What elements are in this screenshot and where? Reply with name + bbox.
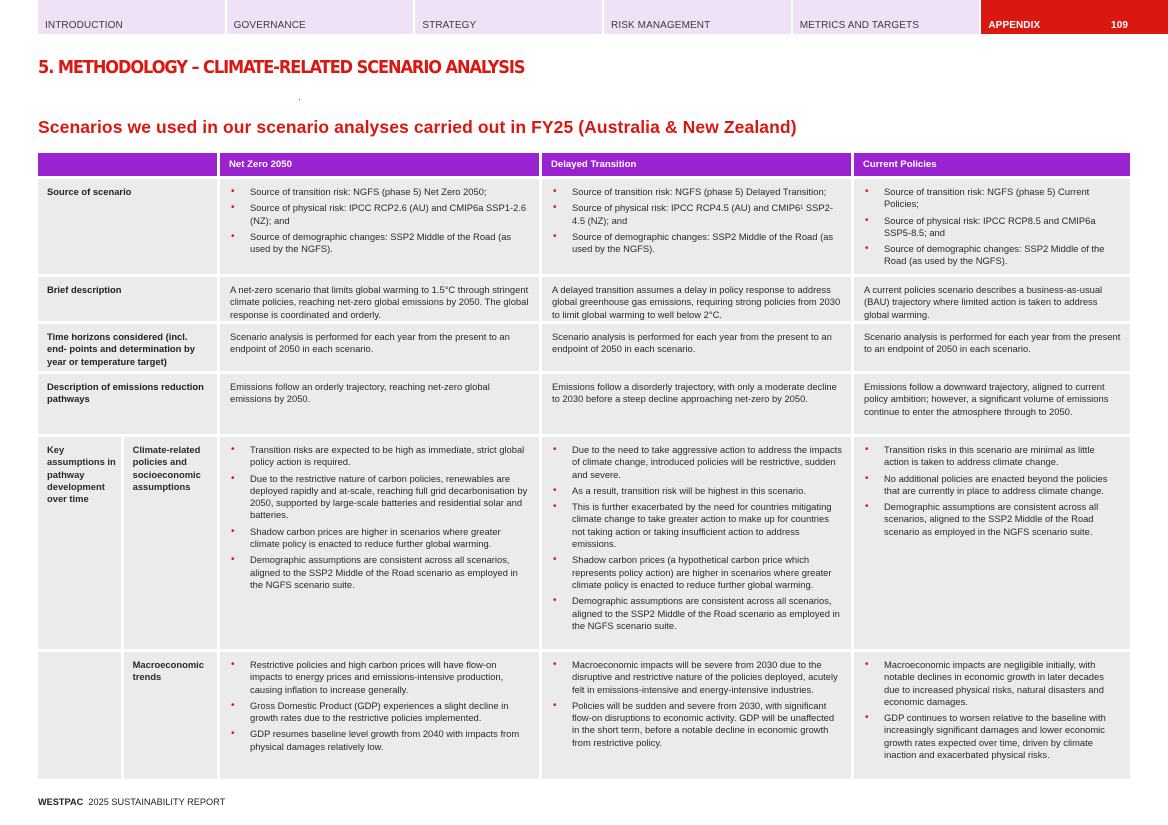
table-row: [38, 437, 1130, 652]
table-cell: [220, 179, 542, 277]
list-item: • Demographic assumptions are consistent across all scenarios, aligned to the SSP2 Middle of the Road scenario as employed in the NGFS scenario suite.: [552, 595, 843, 632]
list-item: • Transition risks in this scenario are minimal as little action is taken to address climate change.: [864, 444, 1122, 469]
tab-introduction[interactable]: [38, 0, 225, 34]
list-item: • Source of transition risk: NGFS (phase 5) Current Policies;: [864, 186, 1122, 211]
list-item: • Source of physical risk: IPCC RCP2.6 (AU) and CMIP6a SSP1-2.6 (NZ); and: [230, 202, 531, 227]
table-cell: [220, 437, 542, 652]
table-row: [38, 652, 1130, 782]
list-item: • As a result, transition risk will be highest in this scenario.: [552, 485, 843, 497]
list-item: • Macroeconomic impacts are negligible initially, with notable declines in economic growth in later decades due to increased physical risks, natural disasters and economic damages.: [864, 659, 1122, 708]
list-item: • Transition risks are expected to be high as immediate, strict global policy action is required.: [230, 444, 531, 469]
page-footer: [38, 797, 225, 807]
table-cell: Emissions follow an orderly trajectory, reaching net-zero global emissions by 2050.: [220, 374, 542, 437]
bullet-list: [230, 444, 531, 591]
bullet-list: [864, 659, 1122, 761]
tab-appendix[interactable]: [981, 0, 1168, 34]
list-item: • Source of demographic changes: SSP2 Middle of the Road (as used by the NGFS).: [864, 243, 1122, 268]
list-item: • Source of demographic changes: SSP2 Middle of the Road (as used by the NGFS).: [230, 231, 531, 256]
list-item: • Source of demographic changes: SSP2 Middle of the Road (as used by the NGFS).: [552, 231, 843, 256]
table-cell: A net-zero scenario that limits global warming to 1.5°C through stringent climate policies, reaching net-zero global emissions by 2050. The global response is coordinated and orderly.: [220, 277, 542, 324]
table-cell: Scenario analysis is performed for each year from the present to an endpoint of 2050 in each scenario.: [542, 324, 854, 374]
table-cell: Scenario analysis is performed for each year from the present to an endpoint of 2050 in each scenario.: [854, 324, 1130, 374]
sub-row-label: Macroeconomic trends: [124, 652, 217, 779]
tab-risk-management[interactable]: [604, 0, 791, 34]
table-cell: [542, 652, 854, 782]
table-header-row: [38, 153, 1130, 179]
section-title: 5. METHODOLOGY – CLIMATE-RELATED SCENARIO ANALYSIS: [38, 57, 525, 78]
list-item: • Shadow carbon prices are higher in scenarios where greater climate policy is enacted to reduce further global warming.: [230, 526, 531, 551]
list-item: • Macroeconomic impacts will be severe from 2030 due to the disruptive and restrictive nature of the policies deployed, acutely felt in emissions-intensive and energy-intensive industries.: [552, 659, 843, 696]
table-cell: Scenario analysis is performed for each year from the present to an endpoint of 2050 in each scenario.: [220, 324, 542, 374]
row-label: Source of scenario: [38, 179, 220, 277]
tab-label: METRICS AND TARGETS: [799, 20, 920, 31]
header-current-policies: Current Policies: [854, 153, 1130, 179]
table-cell: Emissions follow a disorderly trajectory, with only a moderate decline to 2030 before a steep decline approaching net-zero by 2050.: [542, 374, 854, 437]
bullet-list: [552, 444, 843, 632]
bullet-list: [864, 186, 1122, 268]
list-item: • Source of transition risk: NGFS (phase 5) Net Zero 2050;: [230, 186, 531, 198]
tab-label: GOVERNANCE: [233, 20, 306, 31]
table-cell: A delayed transition assumes a delay in policy response to address global greenhouse gas emissions, requiring strong policies from 2030 to limit global warming to well below 2°C.: [542, 277, 854, 324]
row-label: Time horizons considered (incl. end- points and determination by year or temperature target): [38, 324, 220, 374]
row-label-split: [38, 437, 220, 652]
list-item: • GDP resumes baseline level growth from 2040 with impacts from physical damages relatively low.: [230, 728, 531, 753]
list-item: • Demographic assumptions are consistent across all scenarios, aligned to the SSP2 Middle of the Road scenario as employed in the NGFS scenario suite.: [230, 554, 531, 591]
table-cell: [854, 179, 1130, 277]
table-cell: [854, 652, 1130, 782]
list-item: • Gross Domestic Product (GDP) experiences a slight decline in growth rates due to the restrictive policies implemented.: [230, 700, 531, 725]
top-nav: [38, 0, 1168, 34]
table-cell: [542, 179, 854, 277]
tab-label: APPENDIX: [988, 20, 1041, 31]
list-item: • Source of physical risk: IPCC RCP8.5 and CMIP6a SSP5-8.5; and: [864, 215, 1122, 240]
list-item: • Demographic assumptions are consistent across all scenarios, aligned to the SSP2 Middle of the Road scenario as employed in the NGFS scenario suite.: [864, 501, 1122, 538]
tab-label: RISK MANAGEMENT: [611, 20, 711, 31]
table-cell: A current policies scenario describes a business-as-usual (BAU) trajectory where limited action is taken to address global warming.: [854, 277, 1130, 324]
list-item: • Restrictive policies and high carbon prices will have flow-on impacts to energy prices and emissions-intensive production, causing inflation to increase generally.: [230, 659, 531, 696]
row-label-split: [38, 652, 220, 782]
page-number: 109: [1111, 20, 1129, 31]
table-row: [38, 374, 1130, 437]
bullet-list: [864, 444, 1122, 538]
table-cell: [854, 437, 1130, 652]
footer-report: 2025 SUSTAINABILITY REPORT: [88, 797, 226, 807]
bullet-list: [230, 186, 531, 255]
bullet-list: [230, 659, 531, 753]
header-net-zero: Net Zero 2050: [220, 153, 542, 179]
table-row: [38, 324, 1130, 374]
tab-governance[interactable]: [227, 0, 414, 34]
table-row: [38, 179, 1130, 277]
tab-label: INTRODUCTION: [45, 20, 123, 31]
row-label-continued: [38, 652, 124, 779]
scenario-table: [38, 153, 1130, 782]
page-subtitle: Scenarios we used in our scenario analyses carried out in FY25 (Australia & New Zealand): [38, 117, 797, 137]
header-delayed-transition: Delayed Transition: [542, 153, 854, 179]
table-row: [38, 277, 1130, 324]
stray-dot: [299, 99, 300, 100]
table-cell: [542, 437, 854, 652]
list-item: • Due to the need to take aggressive action to address the impacts of climate change, introduced policies will be restrictive, sudden and severe.: [552, 444, 843, 481]
table-cell: [220, 652, 542, 782]
list-item: • GDP continues to worsen relative to the baseline with increasingly significant damages and lower economic growth rates expected over time, driven by climate inaction and exacerbated physical risks.: [864, 712, 1122, 761]
header-blank: [38, 153, 220, 179]
list-item: • Due to the restrictive nature of carbon policies, renewables are deployed rapidly and at-scale, reaching full grid decarbonisation by 2050, supported by large-scale batteries and residential solar and batteries.: [230, 473, 531, 522]
table-cell: Emissions follow a downward trajectory, aligned to current policy ambition; however, a significant volume of emissions continue to enter the atmosphere through to 2050.: [854, 374, 1130, 437]
list-item: • Source of transition risk: NGFS (phase 5) Delayed Transition;: [552, 186, 843, 198]
list-item: • Policies will be sudden and severe from 2030, with significant flow-on disruptions to economic activity. GDP will be unaffected in the short term, before a notable decline in economic growth from restrictive policy.: [552, 700, 843, 749]
sub-row-label: Climate-related policies and socioeconomic assumptions: [124, 437, 217, 649]
list-item: • This is further exacerbated by the need for countries mitigating climate change to take greater action to make up for countries not taking action or taking insufficient action to address emissions.: [552, 501, 843, 550]
list-item: • Source of physical risk: IPCC RCP4.5 (AU) and CMIP6¹ SSP2-4.5 (NZ); and: [552, 202, 843, 227]
tab-label: STRATEGY: [422, 20, 477, 31]
row-label: Key assumptions in pathway development over time: [38, 437, 124, 649]
tab-metrics-and-targets[interactable]: [793, 0, 980, 34]
row-label: Brief description: [38, 277, 220, 324]
list-item: • Shadow carbon prices (a hypothetical carbon price which represents policy action) are higher in scenarios where greater climate policy is enacted to reduce further global warming.: [552, 554, 843, 591]
bullet-list: [552, 186, 843, 255]
tab-strategy[interactable]: [415, 0, 602, 34]
row-label: Description of emissions reduction pathways: [38, 374, 220, 437]
bullet-list: [552, 659, 843, 749]
list-item: • No additional policies are enacted beyond the policies that are currently in place to address climate change.: [864, 473, 1122, 498]
footer-brand: WESTPAC: [38, 797, 84, 807]
